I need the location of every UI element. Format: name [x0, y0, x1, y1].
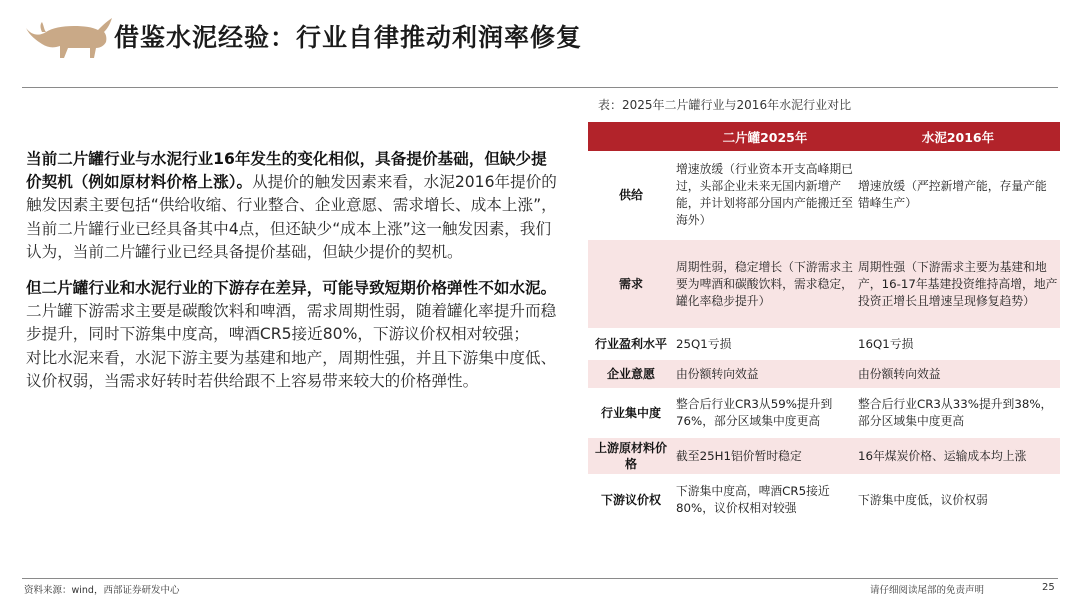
- cell-can: 整合后行业CR3从59%提升到76%，部分区域集中度更高: [674, 389, 856, 437]
- paragraph-1: [26, 148, 558, 264]
- cell-can: 下游集中度高，啤酒CR5接近80%，议价权相对较强: [674, 475, 856, 525]
- row-label: 供给: [588, 151, 674, 239]
- source-note: 资料来源：wind，西部证券研发中心: [24, 585, 180, 596]
- table-header-can: 二片罐2025年: [674, 122, 856, 151]
- cell-can: 由份额转向效益: [674, 359, 856, 389]
- table-header-cement: 水泥2016年: [856, 122, 1060, 151]
- cell-cement: 增速放缓（严控新增产能，存量产能错峰生产）: [856, 151, 1060, 239]
- cell-cement: 整合后行业CR3从33%提升到38%，部分区域集中度更高: [856, 389, 1060, 437]
- paragraph-2-lead: 但二片罐行业和水泥行业的下游存在差异，可能导致短期价格弹性不如水泥。: [26, 279, 557, 298]
- row-label: 行业集中度: [588, 389, 674, 437]
- cell-cement: 由份额转向效益: [856, 359, 1060, 389]
- cell-cement: 16Q1亏损: [856, 329, 1060, 359]
- table-header-row: [588, 122, 1060, 151]
- table-header-blank: [588, 122, 674, 151]
- table-caption: 表：2025年二片罐行业与2016年水泥行业对比: [598, 98, 852, 112]
- table-row: [588, 389, 1060, 437]
- cell-cement: 下游集中度低，议价权弱: [856, 475, 1060, 525]
- table-row: [588, 329, 1060, 359]
- bull-logo-icon: [22, 14, 114, 60]
- row-label: 下游议价权: [588, 475, 674, 525]
- cell-can: 25Q1亏损: [674, 329, 856, 359]
- body-text: [26, 148, 558, 406]
- paragraph-2: [26, 277, 558, 393]
- row-label: 上游原材料价格: [588, 437, 674, 475]
- table-row: [588, 239, 1060, 329]
- row-label: 行业盈利水平: [588, 329, 674, 359]
- table-row: [588, 475, 1060, 525]
- paragraph-1-lead: 当前二片罐行业与水泥行业16年发生的变化相似，具备提价基础，但缺少提价契机（例如原材料价格上涨）。: [26, 150, 547, 192]
- disclaimer-note: 请仔细阅读尾部的免责声明: [870, 585, 985, 596]
- table-row: [588, 437, 1060, 475]
- page-number: 25: [1042, 582, 1055, 593]
- cell-can: 截至25H1铝价暂时稳定: [674, 437, 856, 475]
- title-divider: [22, 87, 1058, 88]
- row-label: 企业意愿: [588, 359, 674, 389]
- row-label: 需求: [588, 239, 674, 329]
- table-row: [588, 151, 1060, 239]
- table-row: [588, 359, 1060, 389]
- cell-can: 增速放缓（行业资本开支高峰期已过，头部企业未来无国内新增产能，并计划将部分国内产能搬迁至海外）: [674, 151, 856, 239]
- comparison-table: [588, 122, 1060, 526]
- cell-cement: 16年煤炭价格、运输成本均上涨: [856, 437, 1060, 475]
- cell-cement: 周期性强（下游需求主要为基建和地产，16-17年基建投资维持高增，地产投资正增长且增速呈现修复趋势）: [856, 239, 1060, 329]
- paragraph-1-body: 从提价的触发因素来看，水泥2016年提价的触发因素主要包括“供给收缩、行业整合、企业意愿、需求增长、成本上涨”，当前二片罐行业已经具备其中4点，但还缺少“成本上涨”这一触发因素，我们认为，当前二片罐行业已经具备提价基础，但缺少提价的契机。: [26, 173, 557, 261]
- page-title: 借鉴水泥经验：行业自律推动利润率修复: [114, 23, 583, 52]
- footer-divider: [22, 578, 1058, 579]
- paragraph-2-line-1: 二片罐下游需求主要是碳酸饮料和啤酒，需求周期性弱，随着罐化率提升而稳步提升，同时下游集中度高，啤酒CR5接近80%，下游议价权相对较强；: [26, 302, 557, 344]
- paragraph-2-line-2: 对比水泥来看，水泥下游主要为基建和地产，周期性强，并且下游集中度低、议价权弱，当需求好转时若供给跟不上容易带来较大的价格弹性。: [26, 348, 557, 390]
- cell-can: 周期性弱，稳定增长（下游需求主要为啤酒和碳酸饮料，需求稳定，罐化率稳步提升）: [674, 239, 856, 329]
